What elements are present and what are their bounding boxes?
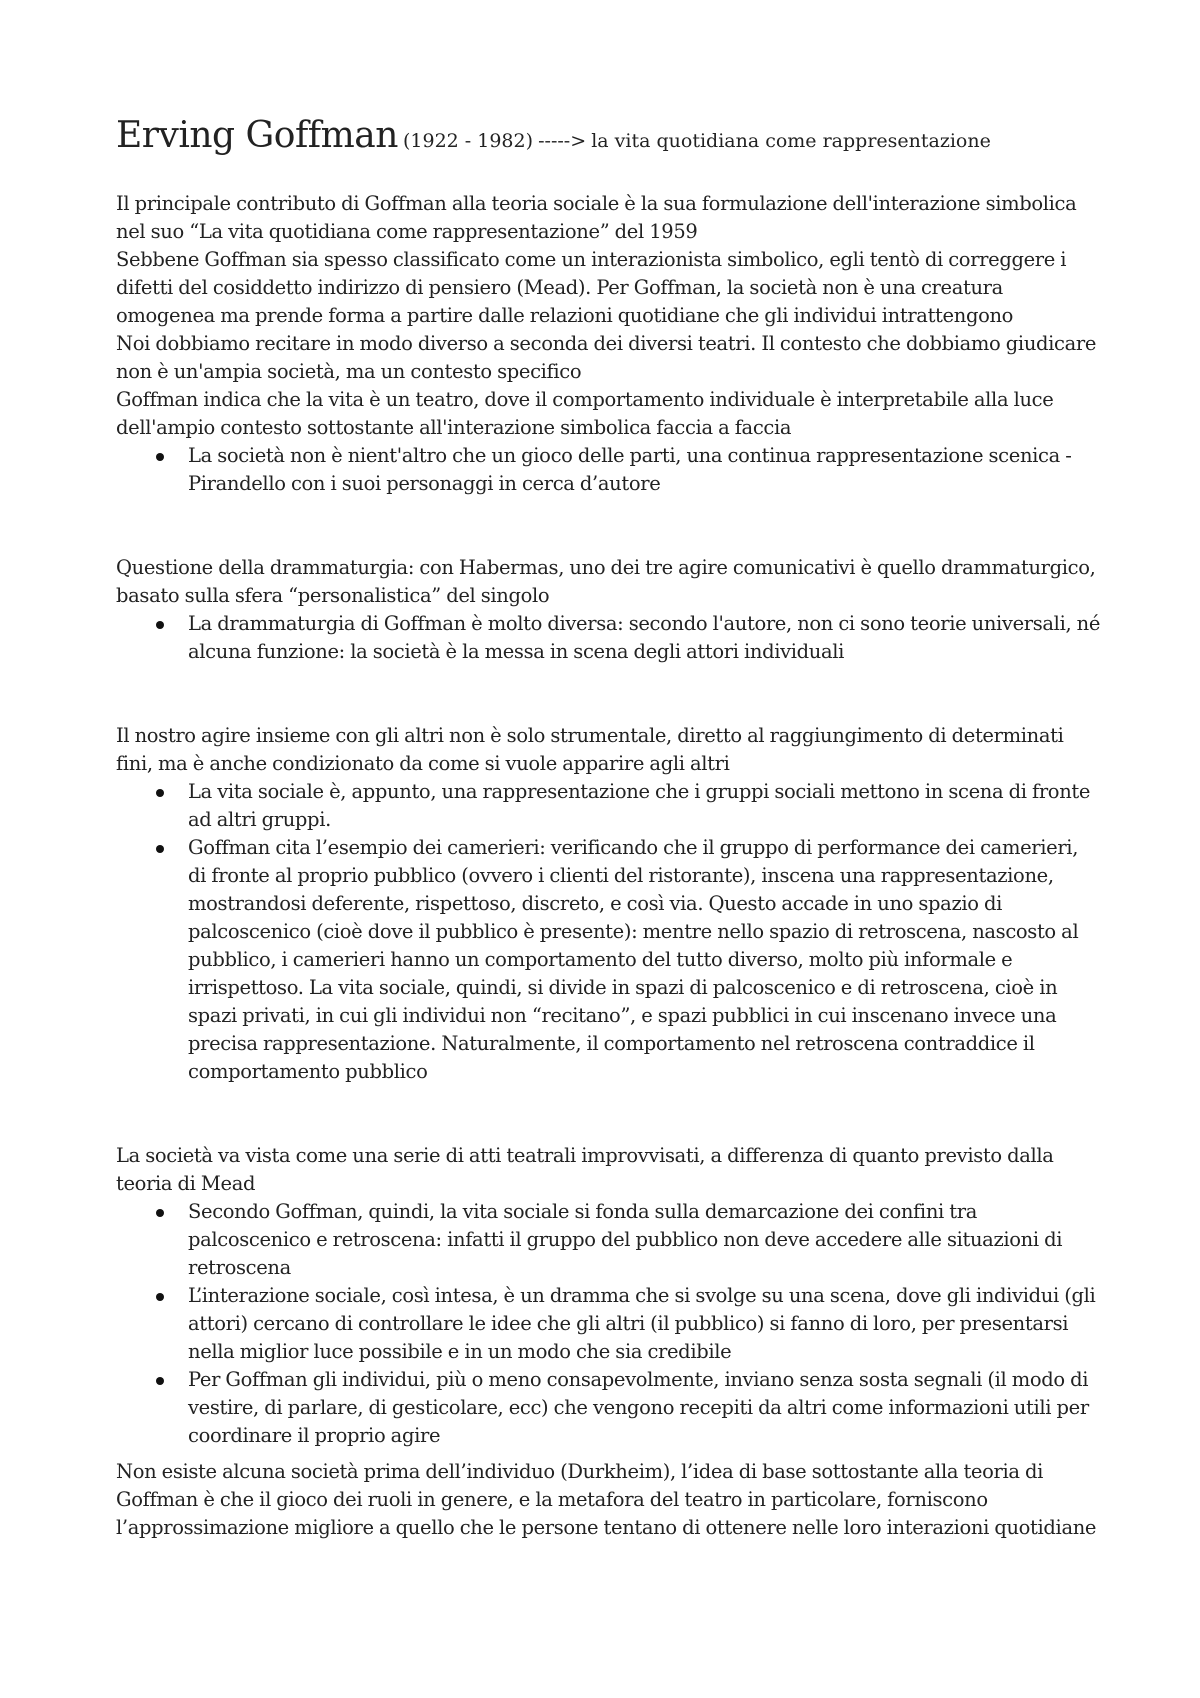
bullet-text: L’interazione sociale, così intesa, è un dramma che si svolge su una scena, dove gli individui (gli attori) cercano di controllare le idee che gli altri (il pubblico) si fanno di loro, per presentarsi nella miglior luce possibile e in un modo che sia credibile bbox=[188, 1284, 1096, 1363]
spacer bbox=[116, 666, 1101, 722]
bullet-item bbox=[188, 442, 1101, 498]
bullet-list bbox=[116, 442, 1101, 498]
bullet-item bbox=[188, 1282, 1101, 1366]
section-drammaturgia bbox=[116, 554, 1101, 666]
bullet-list bbox=[116, 1198, 1101, 1450]
spacer bbox=[116, 498, 1101, 554]
paragraph: La società va vista come una serie di atti teatrali improvvisati, a differenza di quanto previsto dalla teoria di Mead bbox=[116, 1144, 1054, 1195]
section-introduction bbox=[116, 190, 1101, 498]
bullet-item bbox=[188, 610, 1101, 666]
bullet-icon bbox=[156, 453, 164, 461]
bullet-item bbox=[188, 1198, 1101, 1282]
bullet-item bbox=[188, 834, 1101, 1086]
section-conclusione bbox=[116, 1458, 1101, 1542]
bullet-icon bbox=[156, 789, 164, 797]
bullet-text: Secondo Goffman, quindi, la vita sociale si fonda sulla demarcazione dei confini tra palcoscenico e retroscena: infatti il gruppo del pubblico non deve accedere alle situazioni di retroscena bbox=[188, 1200, 1063, 1279]
bullet-icon bbox=[156, 1293, 164, 1301]
paragraph: Il nostro agire insieme con gli altri non è solo strumentale, diretto al raggiungimento di determinati fini, ma è anche condizionato da come si vuole apparire agli altri bbox=[116, 724, 1064, 775]
title-name: Erving Goffman bbox=[116, 115, 398, 156]
paragraph: Questione della drammaturgia: con Habermas, uno dei tre agire comunicativi è quello drammaturgico, basato sulla sfera “personalistica” del singolo bbox=[116, 556, 1096, 607]
bullet-icon bbox=[156, 621, 164, 629]
document-title bbox=[116, 110, 1101, 168]
title-years: (1922 - 1982) bbox=[402, 130, 534, 152]
document-page bbox=[116, 110, 1101, 1542]
bullet-icon bbox=[156, 1209, 164, 1217]
paragraph: Non esiste alcuna società prima dell’individuo (Durkheim), l’idea di base sottostante alla teoria di Goffman è che il gioco dei ruoli in genere, e la metafora del teatro in particolare, forniscono l’approssimazione migliore a quello che le persone tentano di ottenere nelle loro interazioni quotidiane bbox=[116, 1460, 1097, 1539]
bullet-list bbox=[116, 778, 1101, 1086]
paragraph: Noi dobbiamo recitare in modo diverso a seconda dei diversi teatri. Il contesto che dobbiamo giudicare non è un'ampia società, ma un contesto specifico bbox=[116, 332, 1097, 383]
bullet-text: La drammaturgia di Goffman è molto diversa: secondo l'autore, non ci sono teorie universali, né alcuna funzione: la società è la messa in scena degli attori individuali bbox=[188, 612, 1101, 663]
paragraph: Goffman indica che la vita è un teatro, dove il comportamento individuale è interpretabile alla luce dell'ampio contesto sottostante all'interazione simbolica faccia a faccia bbox=[116, 388, 1054, 439]
bullet-item bbox=[188, 778, 1101, 834]
bullet-list bbox=[116, 610, 1101, 666]
bullet-icon bbox=[156, 845, 164, 853]
paragraph: Sebbene Goffman sia spesso classificato come un interazionista simbolico, egli tentò di correggere i difetti del cosiddetto indirizzo di pensiero (Mead). Per Goffman, la società non è una creatura omogenea ma prende forma a partire dalle relazioni quotidiane che gli individui intrattengono bbox=[116, 248, 1067, 327]
spacer bbox=[116, 1450, 1101, 1458]
bullet-item bbox=[188, 1366, 1101, 1450]
bullet-text: La vita sociale è, appunto, una rappresentazione che i gruppi sociali mettono in scena di fronte ad altri gruppi. bbox=[188, 780, 1091, 831]
bullet-text: Goffman cita l’esempio dei camerieri: verificando che il gruppo di performance dei camerieri, di fronte al proprio pubblico (ovvero i clienti del ristorante), inscena una rappresentazione, mostrandosi deferente, rispettoso, discreto, e così via. Questo accade in uno spazio di palcoscenico (cioè dove il pubblico è presente): mentre nello spazio di retroscena, nascosto al pubblico, i camerieri hanno un comportamento del tutto diverso, molto più informale e irrispettoso. La vita sociale, quindi, si divide in spazi di palcoscenico e di retroscena, cioè in spazi privati, in cui gli individui non “recitano”, e spazi pubblici in cui inscenano invece una precisa rappresentazione. Naturalmente, il comportamento nel retroscena contraddice il comportamento pubblico bbox=[188, 836, 1079, 1083]
section-atti-teatrali bbox=[116, 1142, 1101, 1450]
title-subtitle: la vita quotidiana come rappresentazione bbox=[591, 130, 991, 152]
bullet-text: La società non è nient'altro che un gioco delle parti, una continua rappresentazione scenica - Pirandello con i suoi personaggi in cerca d’autore bbox=[188, 444, 1072, 495]
section-agire bbox=[116, 722, 1101, 1086]
spacer bbox=[116, 1086, 1101, 1142]
paragraph: Il principale contributo di Goffman alla teoria sociale è la sua formulazione dell'interazione simbolica nel suo “La vita quotidiana come rappresentazione” del 1959 bbox=[116, 192, 1077, 243]
bullet-icon bbox=[156, 1377, 164, 1385]
bullet-text: Per Goffman gli individui, più o meno consapevolmente, inviano senza sosta segnali (il modo di vestire, di parlare, di gesticolare, ecc) che vengono recepiti da altri come informazioni utili per coordinare il proprio agire bbox=[188, 1368, 1089, 1447]
title-arrow: -----> bbox=[538, 130, 587, 152]
